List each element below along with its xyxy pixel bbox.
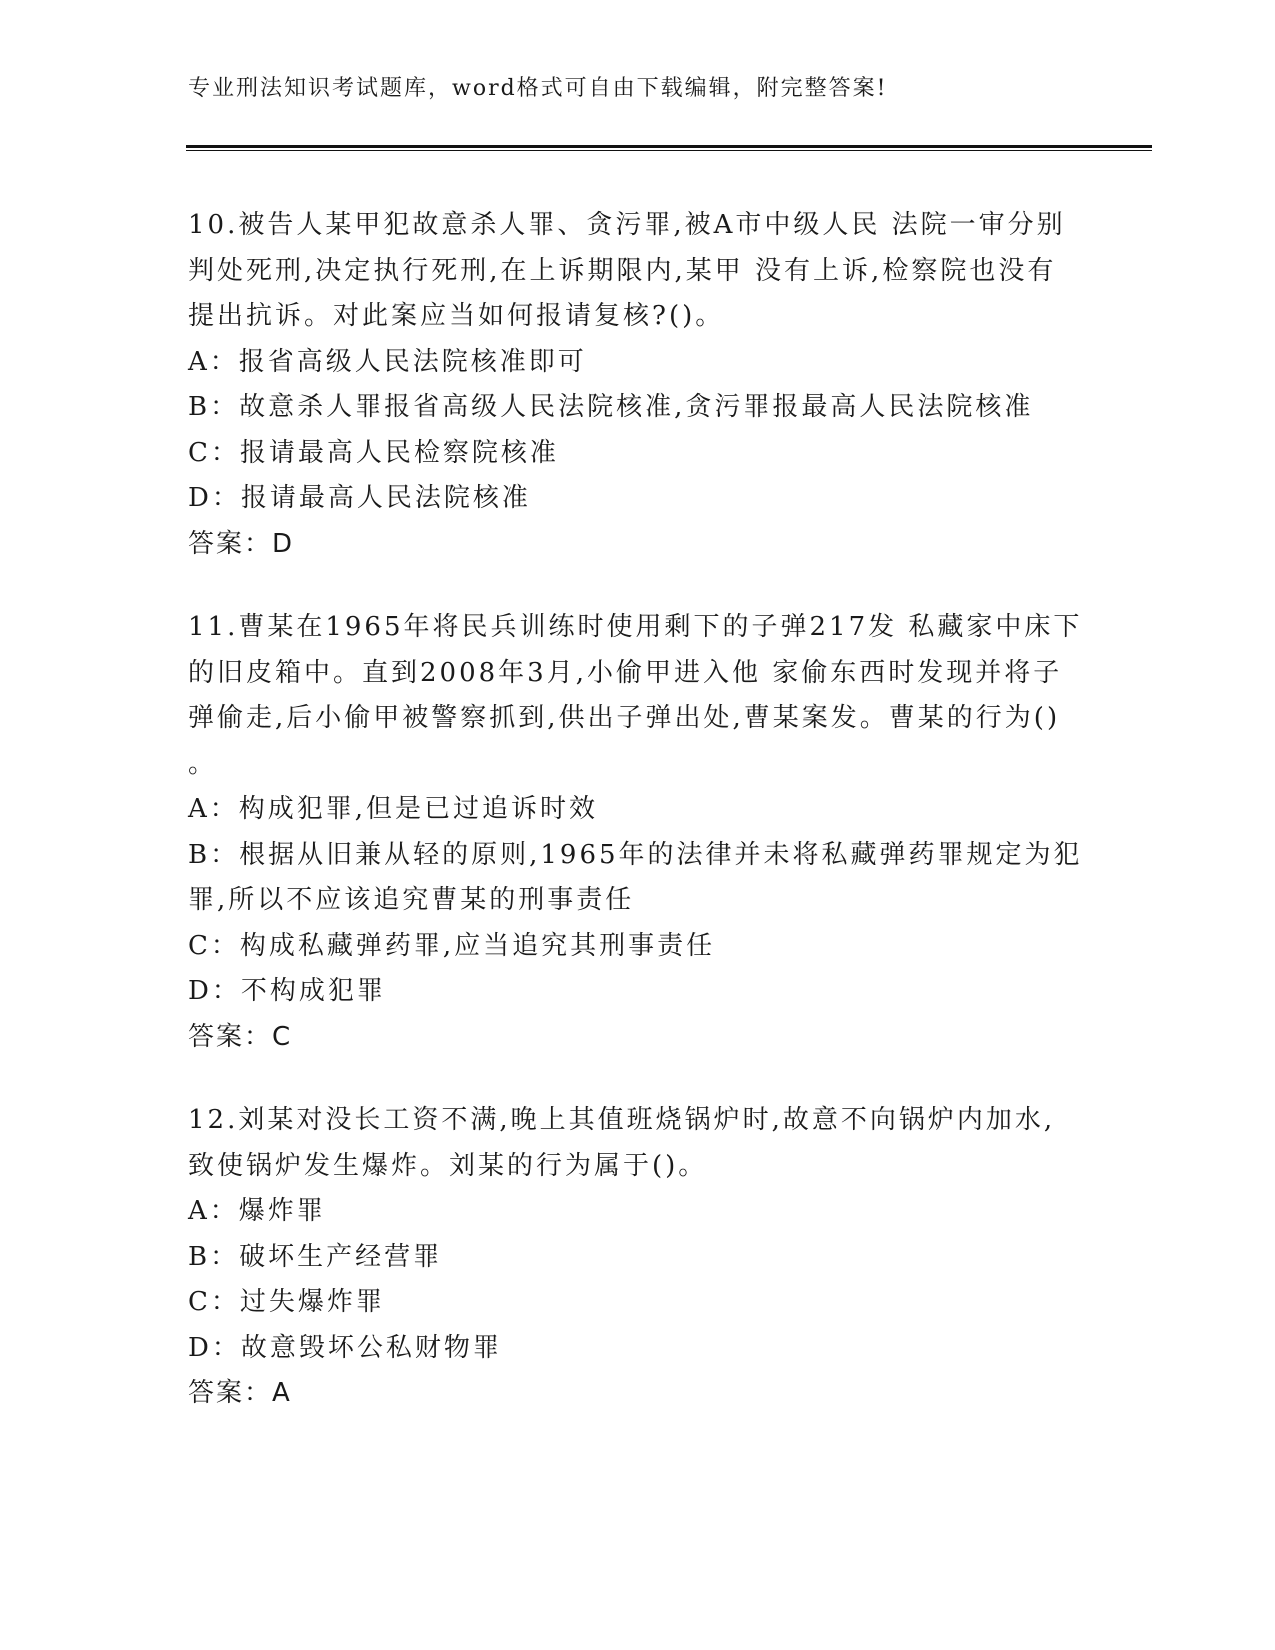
- answer-option: B：根据从旧兼从轻的原则,1965年的法律并未将私藏弹药罪规定为犯: [188, 839, 1083, 870]
- answer-option: A：爆炸罪: [188, 1196, 326, 1226]
- question-list: [188, 203, 1088, 1455]
- question-stem-line: 。: [188, 748, 218, 779]
- question-block: [188, 1098, 1088, 1417]
- answer-option: C：报请最高人民检察院核准: [188, 437, 559, 468]
- page-header-text: 专业刑法知识考试题库，word格式可自由下载编辑，附完整答案!: [188, 76, 888, 101]
- question-stem-line: 11.曹某在1965年将民兵训练时使用剩下的子弹217发 私藏家中床下: [188, 612, 1083, 642]
- answer-option: B：破坏生产经营罪: [188, 1241, 443, 1272]
- answer-option: D：不构成犯罪: [188, 976, 386, 1006]
- answer-option: D：故意毁坏公私财物罪: [188, 1332, 502, 1363]
- question-stem-line: 判处死刑,决定执行死刑,在上诉期限内,某甲 没有上诉,检察院也没有: [188, 255, 1057, 286]
- question-stem-line: 的旧皮箱中。直到2008年3月,小偷甲进入他 家偷东西时发现并将子: [188, 657, 1063, 688]
- answer-key: 答案：A: [188, 1378, 292, 1408]
- answer-option: 罪,所以不应该追究曹某的刑事责任: [188, 885, 635, 915]
- header-divider-thick: [186, 145, 1152, 148]
- question-stem-line: 提出抗诉。对此案应当如何报请复核?()。: [188, 301, 725, 331]
- question-block: [188, 605, 1088, 1060]
- question-stem-line: 12.刘某对没长工资不满,晚上其值班烧锅炉时,故意不向锅炉内加水,: [188, 1105, 1056, 1135]
- header-divider-thin: [186, 150, 1152, 151]
- answer-option: B：故意杀人罪报省高级人民法院核准,贪污罪报最高人民法院核准: [188, 392, 1034, 422]
- answer-option: C：过失爆炸罪: [188, 1287, 385, 1317]
- answer-option: A：报省高级人民法院核准即可: [188, 346, 587, 377]
- question-stem-line: 弹偷走,后小偷甲被警察抓到,供出子弹出处,曹某案发。曹某的行为(): [188, 703, 1061, 733]
- answer-option: C：构成私藏弹药罪,应当追究其刑事责任: [188, 930, 716, 961]
- question-stem-line: 10.被告人某甲犯故意杀人罪、贪污罪,被A市中级人民 法院一审分别: [188, 210, 1066, 240]
- answer-option: A：构成犯罪,但是已过追诉时效: [188, 794, 599, 824]
- answer-key: 答案：C: [188, 1021, 293, 1052]
- answer-key: 答案：D: [188, 528, 295, 559]
- question-block: [188, 203, 1088, 567]
- question-stem-line: 致使锅炉发生爆炸。刘某的行为属于()。: [188, 1150, 708, 1181]
- answer-option: D：报请最高人民法院核准: [188, 483, 531, 513]
